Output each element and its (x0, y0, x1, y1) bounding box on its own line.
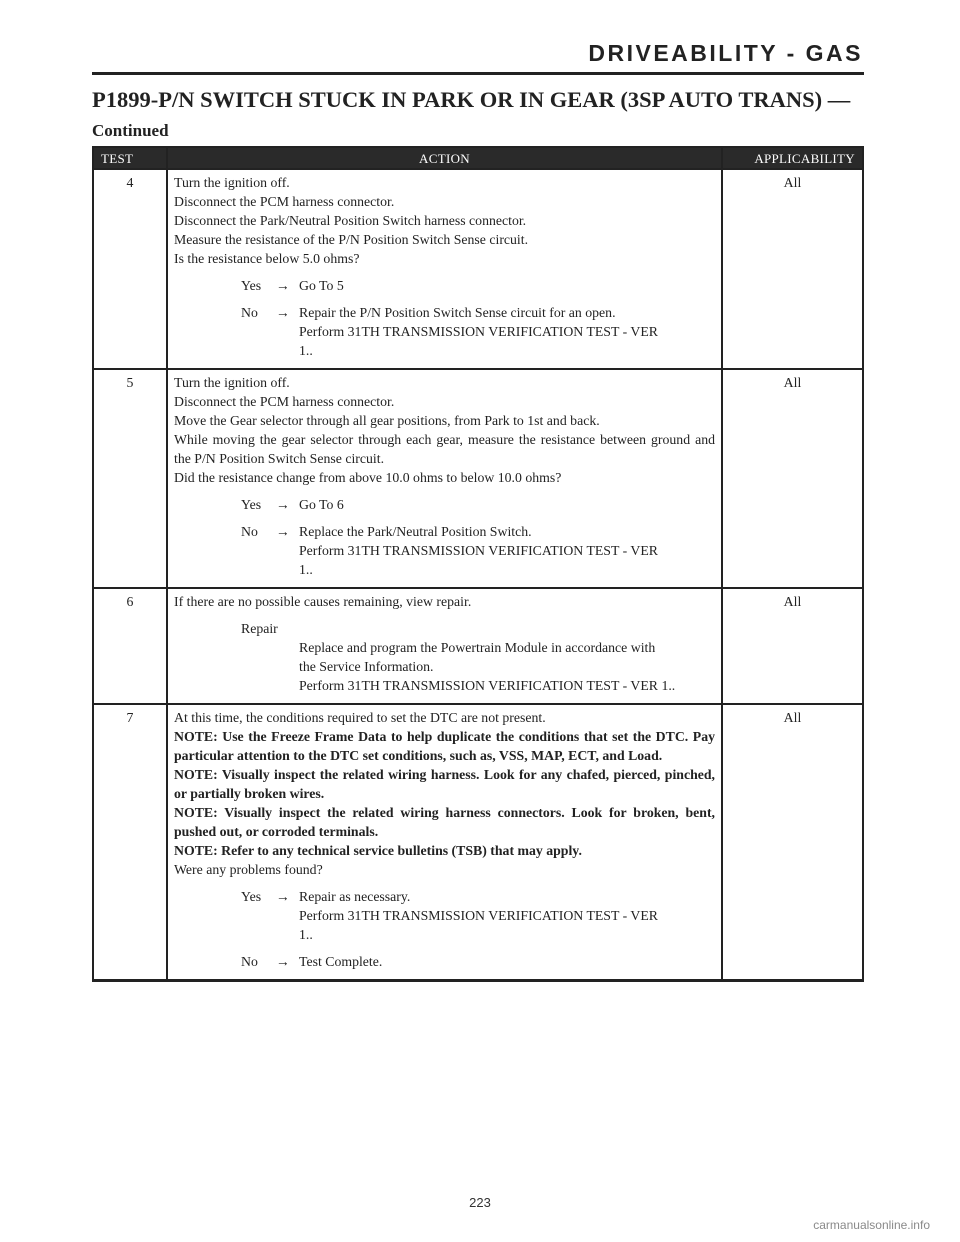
note-text: NOTE: Visually inspect the related wiring harness. Look for any chafed, pierced, pinched, or partially broken wires. (174, 767, 715, 801)
option-result (299, 887, 715, 944)
arrow-right-icon: → (276, 497, 290, 512)
option-result-line: Go To 6 (299, 497, 344, 512)
option-result-line: Replace the Park/Neutral Position Switch. (299, 524, 532, 539)
header-rule (92, 72, 864, 75)
running-head: DRIVEABILITY - GAS (588, 40, 863, 66)
test-table (92, 146, 864, 982)
action-step: If there are no possible causes remaining, view repair. (174, 594, 472, 609)
test-number: 5 (93, 369, 167, 588)
option-result-line: Perform 31TH TRANSMISSION VERIFICATION TEST - VER (299, 543, 658, 558)
applicability-cell: All (722, 588, 863, 704)
repair-lines (299, 638, 715, 695)
test-number: 7 (93, 704, 167, 981)
option-key: Yes (241, 889, 262, 904)
table-row (93, 704, 863, 981)
option-result (299, 303, 715, 360)
column-header-action: ACTION (167, 147, 722, 169)
page-subtitle: Continued (92, 121, 169, 140)
watermark: carmanualsonline.info (813, 1218, 930, 1232)
table-row (93, 169, 863, 369)
arrow-right-icon: → (276, 889, 290, 904)
action-step: Move the Gear selector through all gear positions, from Park to 1st and back. (174, 413, 600, 428)
option-result-line: Perform 31TH TRANSMISSION VERIFICATION TEST - VER (299, 324, 658, 339)
option-result-line: 1.. (299, 927, 313, 942)
note-text: NOTE: Visually inspect the related wiring harness connectors. Look for broken, bent, pushed out, or corroded terminals. (174, 805, 715, 839)
repair-label: Repair (241, 621, 278, 636)
column-header-applicability: APPLICABILITY (722, 147, 863, 169)
action-step: Disconnect the PCM harness connector. (174, 194, 395, 209)
arrow-right-icon: → (276, 954, 290, 969)
applicability-cell: All (722, 169, 863, 369)
page-number: 223 (469, 1195, 491, 1210)
action-step: Turn the ignition off. (174, 175, 290, 190)
applicability-cell: All (722, 704, 863, 981)
action-step: Disconnect the Park/Neutral Position Switch harness connector. (174, 213, 527, 228)
table-row (93, 369, 863, 588)
action-step: At this time, the conditions required to set the DTC are not present. (174, 710, 546, 725)
option-result-line: 1.. (299, 343, 313, 358)
repair-block (241, 619, 715, 695)
repair-line: Perform 31TH TRANSMISSION VERIFICATION TEST - VER 1.. (299, 678, 676, 693)
table-row (93, 588, 863, 704)
action-step: Is the resistance below 5.0 ohms? (174, 251, 360, 266)
action-step: While moving the gear selector through each gear, measure the resistance between ground and the P/N Position Switch Sense circuit. (174, 432, 715, 466)
action-step: Were any problems found? (174, 862, 323, 877)
option-result-line: Go To 5 (299, 278, 344, 293)
action-step: Did the resistance change from above 10.0 ohms to below 10.0 ohms? (174, 470, 562, 485)
action-cell (167, 704, 722, 981)
option-result (299, 495, 715, 514)
repair-line: the Service Information. (299, 659, 434, 674)
decision-option (241, 495, 715, 514)
decision-option (241, 276, 715, 295)
action-cell (167, 369, 722, 588)
page-title: P1899-P/N SWITCH STUCK IN PARK OR IN GEAR (3SP AUTO TRANS) — (92, 87, 851, 112)
arrow-right-icon: → (276, 524, 290, 539)
action-cell (167, 588, 722, 704)
decision-option (241, 303, 715, 360)
option-result (299, 276, 715, 295)
note-text: NOTE: Refer to any technical service bulletins (TSB) that may apply. (174, 843, 582, 858)
repair-line: Replace and program the Powertrain Module in accordance with (299, 640, 656, 655)
option-result-line: Perform 31TH TRANSMISSION VERIFICATION TEST - VER (299, 908, 658, 923)
option-result (299, 952, 715, 971)
option-key: No (241, 524, 258, 539)
option-result (299, 522, 715, 579)
option-key: No (241, 305, 258, 320)
action-step: Measure the resistance of the P/N Position Switch Sense circuit. (174, 232, 529, 247)
table-header-row (93, 147, 863, 169)
option-result-line: Repair as necessary. (299, 889, 411, 904)
applicability-cell: All (722, 369, 863, 588)
action-step: Turn the ignition off. (174, 375, 290, 390)
test-number: 6 (93, 588, 167, 704)
test-number: 4 (93, 169, 167, 369)
decision-option (241, 952, 715, 971)
option-key: No (241, 954, 258, 969)
option-result-line: 1.. (299, 562, 313, 577)
column-header-test: TEST (93, 147, 167, 169)
decision-option (241, 887, 715, 944)
option-result-line: Repair the P/N Position Switch Sense circuit for an open. (299, 305, 616, 320)
option-result-line: Test Complete. (299, 954, 383, 969)
action-cell (167, 169, 722, 369)
note-text: NOTE: Use the Freeze Frame Data to help duplicate the conditions that set the DTC. Pay particular attention to the DTC set conditions, such as, VSS, MAP, ECT, and Load. (174, 729, 715, 763)
decision-option (241, 522, 715, 579)
arrow-right-icon: → (276, 278, 290, 293)
option-key: Yes (241, 278, 262, 293)
arrow-right-icon: → (276, 305, 290, 320)
action-step: Disconnect the PCM harness connector. (174, 394, 395, 409)
option-key: Yes (241, 497, 262, 512)
